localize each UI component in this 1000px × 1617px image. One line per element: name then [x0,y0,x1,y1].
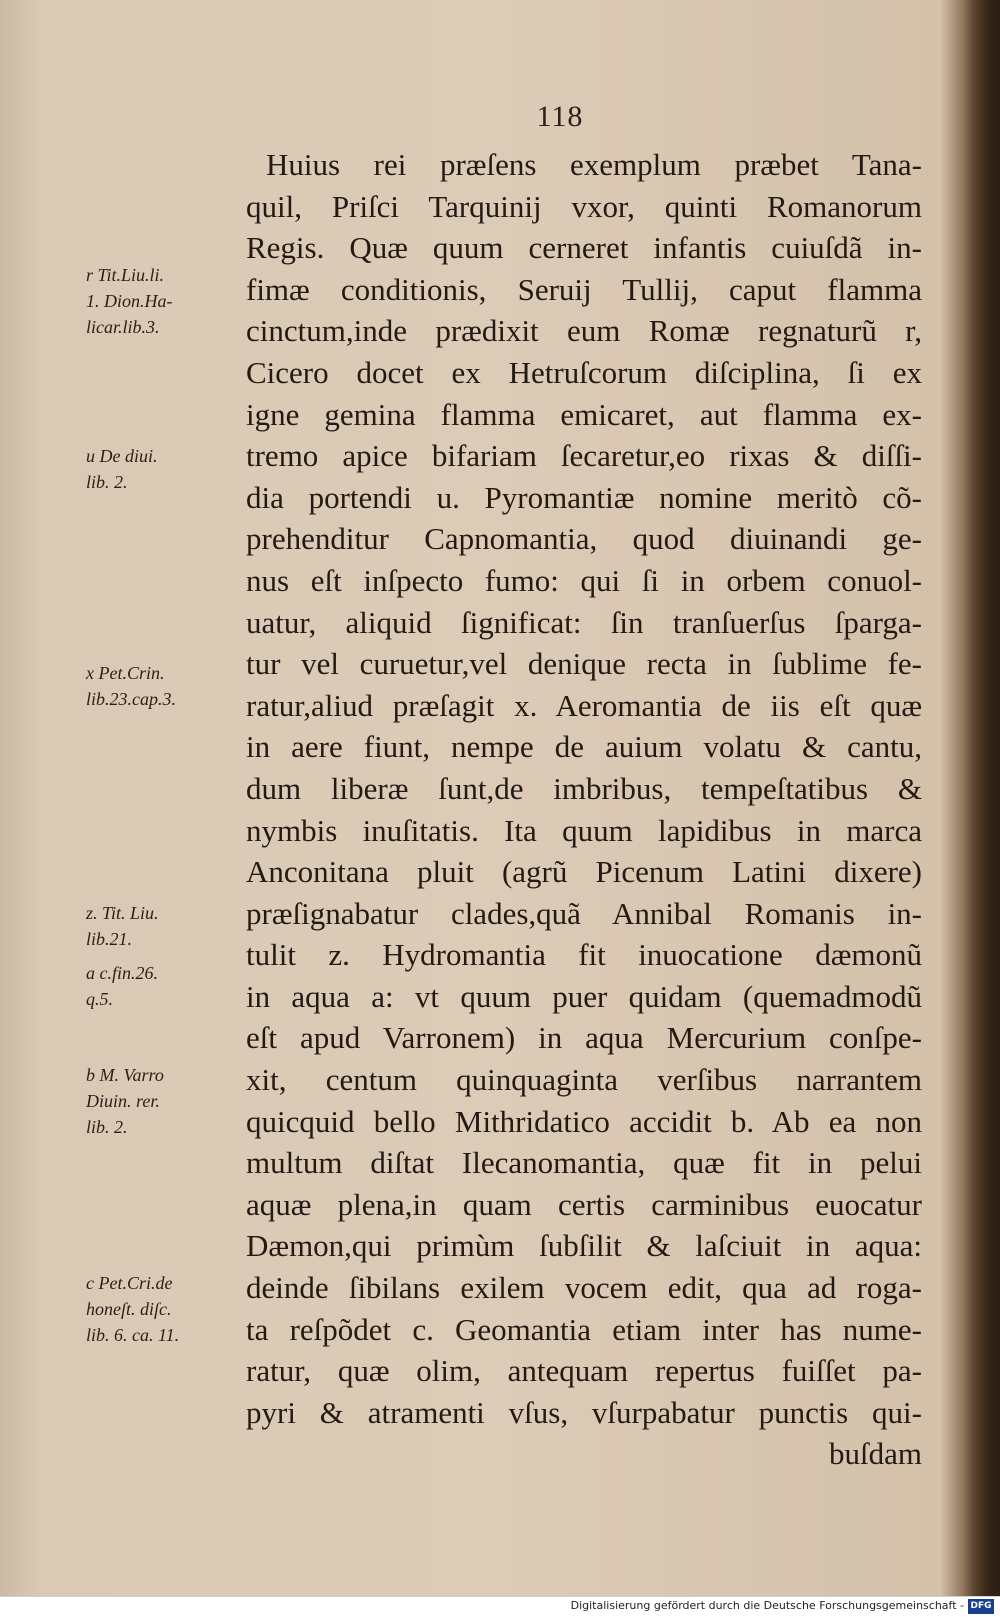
note-line: Diuin. rer. [86,1091,160,1111]
funding-credit: Digitalisierung gefördert durch die Deutsche Forschungsgemeinschaft - [570,1599,964,1612]
note-line: lib. 6. ca. 11. [86,1325,180,1345]
marginal-note-r [86,262,251,340]
marginal-note-b [86,1062,251,1140]
text-line: tulit z. Hydromantia fit inuocatione dæmonũ [246,937,922,973]
text-line: ta reſpõdet c. Geomantia etiam inter has nume- [246,1311,922,1347]
text-line: præſignabatur clades,quã Annibal Romanis in- [246,895,922,931]
text-line: quicquid bello Mithridatico accidit b. Ab ea non [246,1103,922,1139]
text-line: in aere fiunt, nempe de auium volatu & cantu, [246,729,922,765]
text-line: deinde ſibilans exilem vocem edit, qua ad roga- [246,1270,922,1306]
note-line: a c.fin.26. [86,963,158,983]
text-line: tur vel curuetur,vel denique recta in ſublime fe- [246,646,922,682]
text-line: xit, centum quinquaginta verſibus narrantem [246,1062,922,1098]
marginal-note-c [86,1270,251,1348]
text-line: fimæ conditionis, Seruij Tullij, caput flamma [246,271,922,307]
body-text [246,144,922,1475]
note-line: lib.21. [86,929,133,949]
note-line: q.5. [86,989,113,1009]
text-line: quil, Priſci Tarquinij vxor, quinti Romanorum [246,188,922,224]
text-line: ratur, quæ olim, antequam repertus fuiſſet pa- [246,1353,922,1389]
note-line: 1. Dion.Ha- [86,291,173,311]
page-number: 118 [536,100,584,133]
note-line: u De diui. [86,446,158,466]
marginal-note-x [86,660,251,712]
dfg-logo: DFG [968,1599,994,1614]
note-line: c Pet.Cri.de [86,1273,173,1293]
text-line: ratur,aliud præſagit x. Aeromantia de iis eſt quæ [246,687,922,723]
text-line: Huius rei præſens exemplum præbet Tana- [266,147,922,182]
note-line: lib. 2. [86,1117,128,1137]
text-line: eſt apud Varronem) in aqua Mercurium conſpe- [246,1020,922,1056]
note-line: honeſt. diſc. [86,1299,172,1319]
note-line: x Pet.Crin. [86,663,165,683]
note-line: lib.23.cap.3. [86,689,176,709]
text-line: Anconitana pluit (agrũ Picenum Latini dixere) [246,854,922,890]
text-line: pyri & atramenti vſus, vſurpabatur punctis qui- [246,1394,922,1430]
note-line: licar.lib.3. [86,317,160,337]
note-line: z. Tit. Liu. [86,903,159,923]
catchword: buſdam [829,1436,922,1472]
text-line: aquæ plena,in quam certis carminibus euocatur [246,1186,922,1222]
text-line: multum diſtat Ilecanomantia, quæ fit in pelui [246,1145,922,1181]
text-line: Dæmon,qui primùm ſubſilit & laſciuit in aqua: [246,1228,922,1264]
note-line: b M. Varro [86,1065,164,1085]
text-line: dia portendi u. Pyromantiæ nomine meritò cõ- [246,479,922,515]
note-line: lib. 2. [86,472,128,492]
book-spine-shadow [964,0,1000,1596]
marginal-note-u [86,443,251,495]
text-line: Regis. Quæ quum cerneret infantis cuiuſdã in- [246,230,922,266]
text-line: cinctum,inde prædixit eum Romæ regnaturũ r, [246,313,922,349]
note-line: r Tit.Liu.li. [86,265,165,285]
marginal-note-a [86,960,251,1012]
text-line: igne gemina flamma emicaret, aut flamma ex- [246,396,922,432]
text-line: dum liberæ ſunt,de imbribus, tempeſtatibus & [246,770,922,806]
text-line: nymbis inuſitatis. Ita quum lapidibus in marca [246,812,922,848]
text-line: nus eſt inſpecto fumo: qui ſi in orbem conuol- [246,562,922,598]
text-line: Cicero docet ex Hetruſcorum diſciplina, ſi ex [246,354,922,390]
text-line: prehenditur Capnomantia, quod diuinandi ge- [246,521,922,557]
text-line: tremo apice bifariam ſecaretur,eo rixas & diſſi- [246,438,922,474]
text-line: uatur, aliquid ſignificat: ſin tranſuerſus ſparga- [246,604,922,640]
footer-bar [0,1596,1000,1617]
marginal-note-z [86,900,251,952]
text-line: in aqua a: vt quum puer quidam (quemadmodũ [246,978,922,1014]
